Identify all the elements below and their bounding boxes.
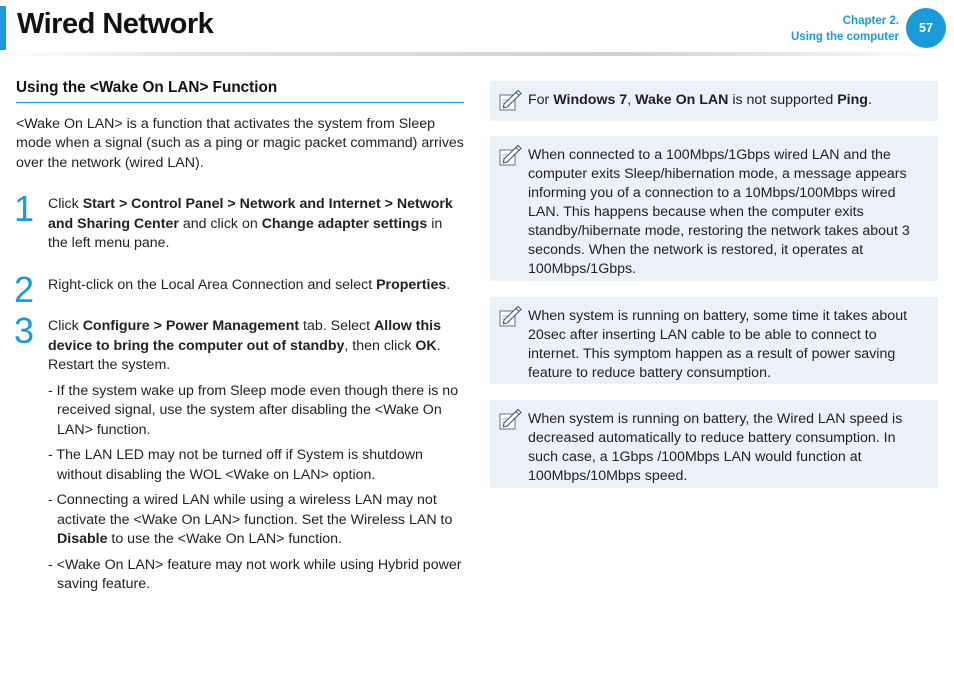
note-box-battery-connect — [490, 297, 938, 384]
page-number-badge: 57 — [906, 8, 946, 48]
note-box-lan-speed-message — [490, 136, 938, 281]
sub-note-list — [16, 382, 464, 595]
list-item: - If the system wake up from Sleep mode even though there is no received signal, use the system after disabling the <Wake On LAN> function. — [48, 382, 459, 438]
note-text: When system is running on battery, some time it takes about 20sec after inserting LAN cable to be able to connect to internet. This symptom happen as a result of power saving feature to reduce battery consumption. — [528, 308, 908, 381]
list-item: - The LAN LED may not be turned off if System is shutdown without disabling the WOL <Wake on LAN> option. — [48, 447, 423, 483]
section-title: Using the <Wake On LAN> Function — [16, 78, 464, 103]
note-text: When connected to a 100Mbps/1Gbps wired LAN and the computer exits Sleep/hibernation mode, a message appears informing you of a connection to a 10Mbps/100Mbps wired LAN. This happens because when the computer exits standby/hibernate mode, restoring the network takes about 3 seconds. When the network is restored, it operates at 100Mbps/1Gbps. — [528, 147, 910, 277]
list-item: - Connecting a wired LAN while using a wireless LAN may not activate the <Wake On LAN> function. Set the Wireless LAN to Disable to use the <Wake On LAN> function. — [48, 492, 453, 547]
note-text: For Windows 7, Wake On LAN is not supported Ping. — [528, 92, 872, 108]
step-2 — [14, 268, 464, 310]
page-title: Wired Network — [17, 8, 214, 40]
pencil-note-icon — [497, 144, 523, 168]
step-3 — [14, 310, 464, 376]
step-text: Click Configure > Power Management tab. Select Allow this device to bring the computer out of standby, then click OK. Restart the system. — [48, 318, 442, 373]
note-box-windows7 — [490, 81, 938, 121]
pencil-note-icon — [497, 408, 523, 432]
note-text: When system is running on battery, the Wired LAN speed is decreased automatically to reduce battery consumption. In such case, a 1Gbps /100Mbps LAN would function at 100Mbps/10Mbps speed. — [528, 411, 903, 484]
step-text: Click Start > Control Panel > Network and Internet > Network and Sharing Center and click on Change adapter settings in the left menu pane. — [48, 196, 453, 251]
step-1 — [14, 188, 464, 254]
header-accent-bar — [0, 6, 6, 50]
list-item: - <Wake On LAN> feature may not work while using Hybrid power saving feature. — [48, 556, 462, 592]
note-box-battery-speed — [490, 400, 938, 488]
chapter-label — [791, 13, 899, 45]
step-text: Right-click on the Local Area Connection and select Properties. — [48, 276, 451, 293]
chapter-number: Chapter 2. — [842, 15, 899, 27]
pencil-note-icon — [497, 305, 523, 329]
step-number: 3 — [14, 310, 35, 351]
header-divider — [0, 52, 954, 56]
pencil-note-icon — [497, 89, 523, 113]
chapter-name: Using the computer — [791, 31, 899, 43]
intro-paragraph: <Wake On LAN> is a function that activates the system from Sleep mode when a signal (such as a ping or magic packet command) arrives over the network (wired LAN). — [16, 115, 464, 171]
main-column — [16, 78, 464, 595]
step-number: 2 — [14, 268, 35, 310]
step-number: 1 — [14, 188, 35, 229]
